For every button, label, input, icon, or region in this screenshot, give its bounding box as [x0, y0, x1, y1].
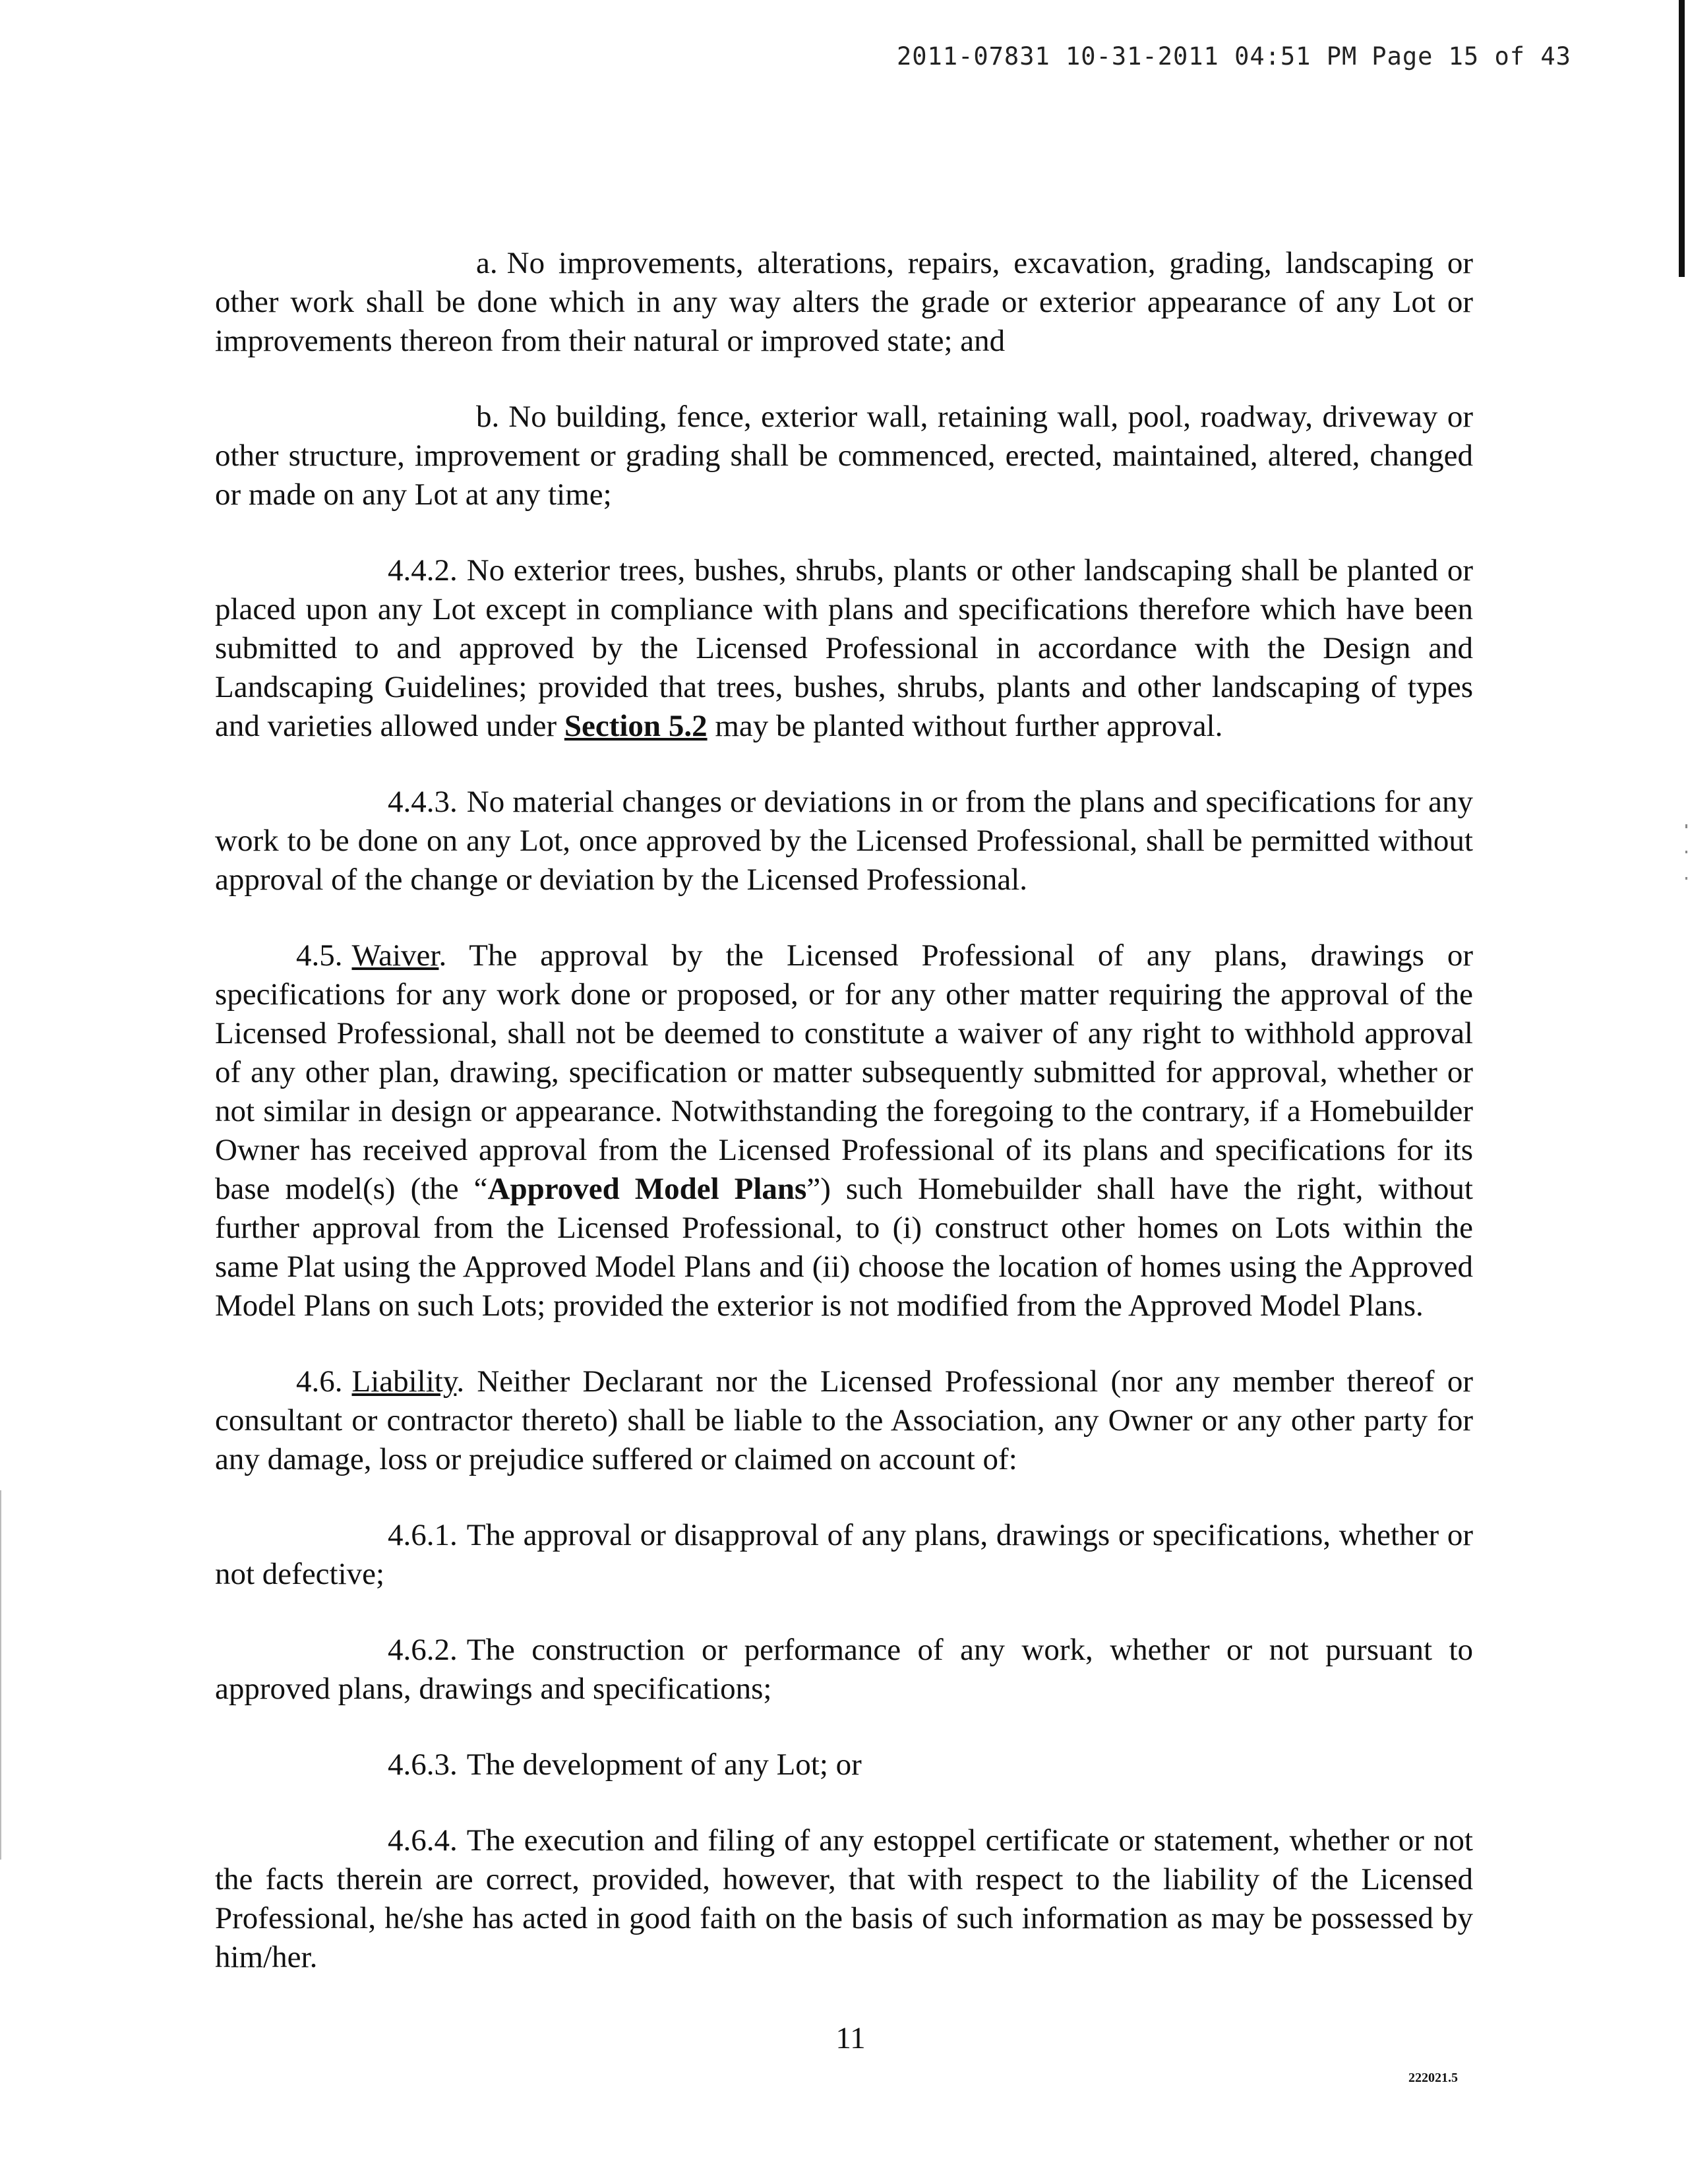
paragraph-text: The approval or disapproval of any plans, drawings or specifications, whether or not defective; — [215, 1518, 1473, 1591]
paragraph-4-5: 4.5. Waiver. The approval by the Licensed Professional of any plans, drawings or specifications for any work done or proposed, or for any other matter requiring the approval of the Licensed Professional, shall not be deemed to constitute a waiver of any right to withhold approval of any other plan, drawing, specification or matter subsequently submitted for approval, whether or not similar in design or appearance. Notwithstanding the foregoing to the contrary, if a Homebuilder Owner has received approval from the Licensed Professional of its plans and specifications for its base model(s) (the “Approved Model Plans”) such Homebuilder shall have the right, without further approval from the Licensed Professional, to (i) construct other homes on Lots within the same Plat using the Approved Model Plans and (ii) choose the location of homes using the Approved Model Plans on such Lots; provided the exterior is not modified from the Approved Model Plans. — [215, 938, 1473, 1323]
paragraph-4-4-2 — [215, 551, 1473, 746]
paragraph-number: 4.4.2. — [388, 553, 458, 588]
paragraph-number: 4.4.3. — [388, 785, 458, 819]
section-reference: Section 5.2 — [564, 709, 708, 743]
fax-stamp-text: 2011-07831 10-31-2011 04:51 PM — [897, 42, 1358, 71]
paragraph-4-6: 4.6. Liability. Neither Declarant nor the Licensed Professional (nor any member thereof or consultant or contractor thereto) shall be liable to the Association, any Owner or any other party for any damage, loss or prejudice suffered or claimed on account of: — [215, 1364, 1473, 1476]
paragraph-text: ”) such Homebuilder shall have the right, without further approval from the Licensed Professional, to (i) construct other homes on Lots within the same Plat using the Approved Model Plans and (ii) choose the location of homes using the Approved Model Plans on such Lots; provided the exterior is not modified from the Approved Model Plans. — [215, 1172, 1473, 1323]
document-number: 222021.5 — [1408, 2071, 1458, 2085]
paragraph-text: may be planted without further approval. — [715, 709, 1223, 743]
paragraph-4-6-2 — [215, 1631, 1473, 1709]
paragraph-number: 4.6.1. — [388, 1518, 458, 1552]
paragraph-text: No exterior trees, bushes, shrubs, plants or other landscaping shall be planted or placed upon any Lot except in compliance with plans and specifications therefore which have been submitted to and approved by the Licensed Professional in accordance with the Design and Landscaping Guidelines; provided that trees, bushes, shrubs, plants and other landscaping of types and varieties allowed under — [215, 553, 1473, 743]
paragraph-4-6-3 — [215, 1745, 1473, 1784]
paragraph-b — [215, 398, 1473, 514]
section-heading: Liability — [351, 1364, 457, 1399]
paragraph-text: The development of any Lot; or — [466, 1747, 862, 1782]
scan-edge-mark — [0, 1490, 1, 1860]
scan-mark — [1685, 851, 1687, 853]
section-heading: Waiver — [351, 938, 439, 973]
paragraph-text: The construction or performance of any work, whether or not pursuant to approved plans, drawings and specifications; — [215, 1633, 1473, 1706]
paragraph-4-4-3 — [215, 783, 1473, 899]
paragraph-number: 4.6. — [296, 1364, 343, 1399]
paragraph-4-6-4 — [215, 1821, 1473, 1977]
paragraph-4-6-1 — [215, 1516, 1473, 1594]
paragraph-number: a. — [476, 246, 498, 280]
paragraph-number: 4.6.3. — [388, 1747, 458, 1782]
paragraph-number: 4.6.4. — [388, 1823, 458, 1858]
scan-mark — [1685, 877, 1687, 880]
paragraph-number: 4.6.2. — [388, 1633, 458, 1667]
fax-header-stamp — [897, 42, 1571, 71]
paragraph-number: 4.5. — [296, 938, 343, 973]
scan-mark — [1685, 824, 1687, 828]
paragraph-number: b. — [476, 400, 500, 434]
scan-edge-rule — [1679, 0, 1685, 277]
paragraph-text: No improvements, alterations, repairs, excavation, grading, landscaping or other work shall be done which in any way alters the grade or exterior appearance of any Lot or improvements thereon from their natural or improved state; and — [215, 246, 1473, 358]
paragraph-text: No building, fence, exterior wall, retaining wall, pool, roadway, driveway or other structure, improvement or grading shall be commenced, erected, maintained, altered, changed or made on any Lot at any time; — [215, 400, 1473, 512]
defined-term: Approved Model Plans — [487, 1172, 807, 1206]
paragraph-text: No material changes or deviations in or from the plans and specifications for any work to be done on any Lot, once approved by the Licensed Professional, shall be permitted without approval of the change or deviation by the Licensed Professional. — [215, 785, 1473, 897]
page-label: Page 15 of 43 — [1372, 42, 1571, 71]
document-body — [215, 244, 1473, 2014]
paragraph-a — [215, 244, 1473, 361]
page-number: 11 — [835, 2021, 866, 2055]
paragraph-text: The execution and filing of any estoppel certificate or statement, whether or not the facts therein are correct, provided, however, that with respect to the liability of the Licensed Professional, he/she has acted in good faith on the basis of such information as may be possessed by him/her. — [215, 1823, 1473, 1974]
paragraph-text: Neither Declarant nor the Licensed Professional (nor any member thereof or consultant or contractor thereto) shall be liable to the Association, any Owner or any other party for any damage, loss or prejudice suffered or claimed on account of: — [215, 1364, 1473, 1476]
paragraph-text: The approval by the Licensed Professional of any plans, drawings or specifications for any work done or proposed, or for any other matter requiring the approval of the Licensed Professional, shall not be deemed to constitute a waiver of any right to withhold approval of any other plan, drawing, specification or matter subsequently submitted for approval, whether or not similar in design or appearance. Notwithstanding the foregoing to the contrary, if a Homebuilder Owner has received approval from the Licensed Professional of its plans and specifications for its base model(s) (the “ — [215, 938, 1473, 1206]
